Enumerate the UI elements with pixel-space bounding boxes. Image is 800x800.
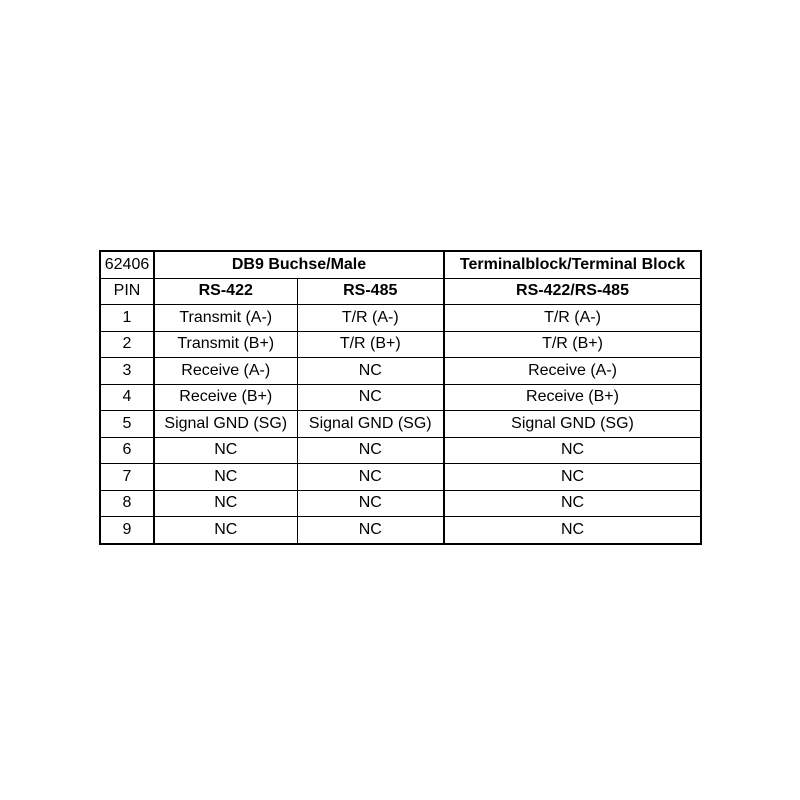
terminal-cell: T/R (B+) xyxy=(444,331,701,358)
rs422-cell: Signal GND (SG) xyxy=(154,411,297,438)
table-row xyxy=(100,384,701,411)
rs485-cell: NC xyxy=(297,384,444,411)
rs485-cell: T/R (B+) xyxy=(297,331,444,358)
group-header-row xyxy=(100,251,701,278)
terminal-header: RS-422/RS-485 xyxy=(444,278,701,305)
terminal-group-header: Terminalblock/Terminal Block xyxy=(444,251,701,278)
terminal-cell: NC xyxy=(444,437,701,464)
rs485-cell: Signal GND (SG) xyxy=(297,411,444,438)
rs422-cell: Transmit (A-) xyxy=(154,305,297,332)
terminal-cell: NC xyxy=(444,517,701,544)
rs485-cell: NC xyxy=(297,517,444,544)
pin-number-cell: 9 xyxy=(100,517,154,544)
pin-header: PIN xyxy=(100,278,154,305)
rs485-cell: NC xyxy=(297,437,444,464)
pin-number-cell: 1 xyxy=(100,305,154,332)
rs485-cell: NC xyxy=(297,464,444,491)
rs485-cell: NC xyxy=(297,490,444,517)
rs422-cell: Receive (A-) xyxy=(154,358,297,385)
column-header-row xyxy=(100,278,701,305)
pin-number-cell: 5 xyxy=(100,411,154,438)
table-row xyxy=(100,358,701,385)
pin-number-cell: 6 xyxy=(100,437,154,464)
rs422-cell: NC xyxy=(154,437,297,464)
rs485-cell: NC xyxy=(297,358,444,385)
rs422-cell: NC xyxy=(154,464,297,491)
table-row xyxy=(100,331,701,358)
table-row xyxy=(100,305,701,332)
rs422-cell: Transmit (B+) xyxy=(154,331,297,358)
pin-number-cell: 4 xyxy=(100,384,154,411)
rs422-cell: NC xyxy=(154,490,297,517)
rs422-header: RS-422 xyxy=(154,278,297,305)
rs422-cell: NC xyxy=(154,517,297,544)
pinout-table-body xyxy=(100,251,701,544)
article-number-cell: 62406 xyxy=(100,251,154,278)
terminal-cell: Receive (A-) xyxy=(444,358,701,385)
terminal-cell: Receive (B+) xyxy=(444,384,701,411)
table-row xyxy=(100,437,701,464)
terminal-cell: NC xyxy=(444,464,701,491)
rs485-header: RS-485 xyxy=(297,278,444,305)
table-row xyxy=(100,490,701,517)
terminal-cell: T/R (A-) xyxy=(444,305,701,332)
rs422-cell: Receive (B+) xyxy=(154,384,297,411)
terminal-cell: NC xyxy=(444,490,701,517)
table-row xyxy=(100,517,701,544)
table-row xyxy=(100,411,701,438)
pin-number-cell: 2 xyxy=(100,331,154,358)
rs485-cell: T/R (A-) xyxy=(297,305,444,332)
pin-number-cell: 3 xyxy=(100,358,154,385)
pin-number-cell: 7 xyxy=(100,464,154,491)
terminal-cell: Signal GND (SG) xyxy=(444,411,701,438)
pinout-table xyxy=(99,250,702,545)
pin-number-cell: 8 xyxy=(100,490,154,517)
table-row xyxy=(100,464,701,491)
db9-group-header: DB9 Buchse/Male xyxy=(154,251,444,278)
